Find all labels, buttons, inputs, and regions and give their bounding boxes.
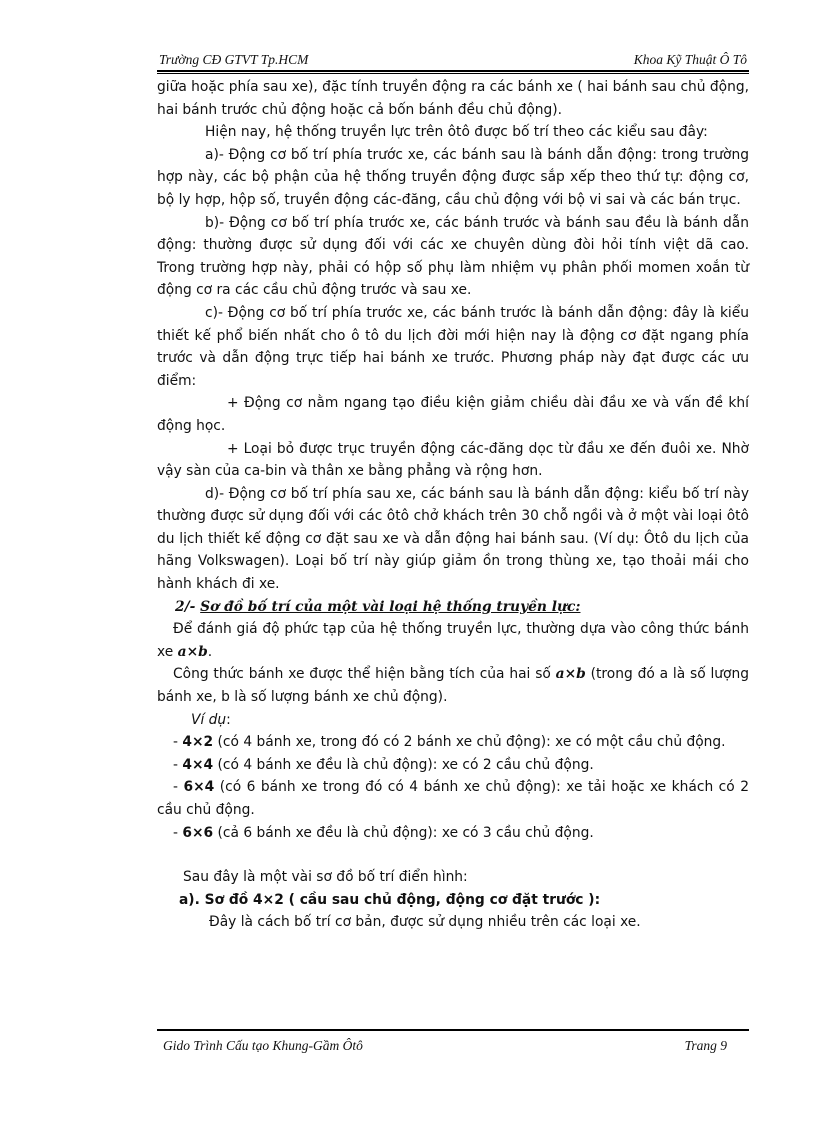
subsection-label: a). Sơ đồ (179, 891, 254, 908)
footer-page-number: Trang 9 (684, 1038, 727, 1053)
header-rule-thin (157, 73, 749, 74)
header-school: Trường CĐ GTVT Tp.HCM (159, 52, 309, 67)
example-item (157, 822, 749, 845)
formula-def-text: Công thức bánh xe được thể hiện bằng tích của hai số (173, 666, 556, 683)
page-footer (157, 1038, 749, 1058)
section-title: Sơ đồ bố trí của một vài loại hệ thống truyền lực: (200, 598, 581, 615)
example-item (157, 754, 749, 777)
header-rule (157, 70, 749, 72)
formula-intro-text: Để đánh giá độ phức tạp của hệ thống truyền lực, thường dựa vào công thức bánh xe (157, 621, 749, 660)
paragraph-type-d: d)- Động cơ bố trí phía sau xe, các bánh sau là bánh dẫn động: kiểu bố trí này thường được sử dụng đối với các ôtô chở khách trên 30 chỗ ngồi và ở một vài loại ôtô du lịch thiết kế động cơ đặt sau xe và dẫn động hai bánh sau. (Ví dụ: Ôtô du lịch của hãng Volkswagen). Loại bố trí này giúp giảm ồn trong thùng xe, tạo thoải mái cho hành khách đi xe. (157, 485, 749, 593)
formula-symbol-2: a×b (555, 666, 586, 683)
paragraph-continuation: giữa hoặc phía sau xe), đặc tính truyền động ra các bánh xe ( hai bánh sau chủ động, hai bánh trước chủ động hoặc cả bốn bánh đều chủ động). (157, 79, 749, 118)
paragraph-type-c: c)- Động cơ bố trí phía trước xe, các bánh trước là bánh dẫn động: đây là kiểu thiết kế phổ biến nhất cho ô tô du lịch đời mới hiện nay là động cơ đặt ngang phía trước và dẫn động trực tiếp hai bánh xe trước. Phương pháp này đạt được các ưu điểm: (157, 304, 749, 389)
example-item (157, 731, 749, 754)
example-code: 4×4 (182, 756, 214, 773)
example-dash: - (173, 734, 183, 751)
paragraph-intro-layout: Hiện nay, hệ thống truyền lực trên ôtô được bố trí theo các kiểu sau đây: (205, 124, 708, 141)
typical-intro: Sau đây là một vài sơ đồ bố trí điển hình: (183, 869, 468, 886)
page-header (157, 50, 749, 70)
page-body (157, 76, 749, 934)
subsection-description: Đây là cách bố trí cơ bản, được sử dụng nhiều trên các loại xe. (209, 914, 641, 931)
example-dash: - (173, 756, 183, 773)
example-text: (cả 6 bánh xe đều là chủ động): xe có 3 cầu chủ động. (213, 824, 594, 841)
example-label-colon: : (226, 711, 231, 728)
blank-line (157, 844, 749, 866)
example-code: 6×4 (183, 779, 215, 796)
paragraph-advantage-2: + Loại bỏ được trục truyền động các-đăng dọc từ đầu xe đến đuôi xe. Nhờ vậy sàn của ca-bin và thân xe bằng phẳng và rộng hơn. (157, 440, 749, 480)
formula-def-end: (trong đó a là số lượng bánh xe, b là số lượng bánh xe chủ động). (157, 666, 749, 706)
example-text: (có 6 bánh xe trong đó có 4 bánh xe chủ động): xe tải hoặc xe khách có 2 cầu chủ động. (157, 779, 749, 818)
paragraph-type-a: a)- Động cơ bố trí phía trước xe, các bánh sau là bánh dẫn động: trong trường hợp này, các bộ phận của hệ thống truyền động được sắp xếp theo thứ tự: động cơ, bộ ly hợp, hộp số, truyền động các-đăng, cầu chủ động với bộ vi sai và các bán trục. (157, 146, 749, 208)
paragraph-formula-definition (157, 663, 749, 708)
paragraph-advantage-1: + Động cơ nằm ngang tạo điều kiện giảm chiều dài đầu xe và vấn đề khí động học. (157, 395, 749, 434)
header-department: Khoa Kỹ Thuật Ô Tô (633, 52, 747, 67)
section-number: 2/- (175, 598, 201, 615)
paragraph-formula-intro (157, 618, 749, 663)
example-text: (có 4 bánh xe đều là chủ động): xe có 2 cầu chủ động. (213, 756, 594, 773)
subsection-title: ( cầu sau chủ động, động cơ đặt trước ): (283, 891, 601, 908)
footer-rule (157, 1029, 749, 1031)
footer-book-title: Gido Trình Cấu tạo Khung-Gầm Ôtô (163, 1038, 363, 1053)
section-heading (157, 596, 749, 619)
example-item (157, 776, 749, 821)
subsection-code: 4×2 (253, 891, 284, 908)
formula-symbol: a×b (177, 643, 208, 660)
formula-intro-end: . (207, 643, 213, 660)
subsection-heading-a (157, 889, 749, 912)
example-label (157, 709, 749, 732)
example-text: (có 4 bánh xe, trong đó có 2 bánh xe chủ động): xe có một cầu chủ động. (213, 734, 726, 751)
example-code: 4×2 (182, 734, 214, 751)
example-label-text: Ví dụ (191, 711, 227, 728)
example-code: 6×6 (182, 824, 214, 841)
paragraph-type-b: b)- Động cơ bố trí phía trước xe, các bánh trước và bánh sau đều là bánh dẫn động: thường được sử dụng đối với các xe chuyên dùng đòi hỏi tính việt dã cao. Trong trường hợp này, phải có hộp số phụ làm nhiệm vụ phân phối momen xoắn từ động cơ ra các cầu chủ động trước và sau xe. (157, 214, 749, 299)
example-dash: - (173, 779, 184, 796)
example-dash: - (173, 824, 183, 841)
